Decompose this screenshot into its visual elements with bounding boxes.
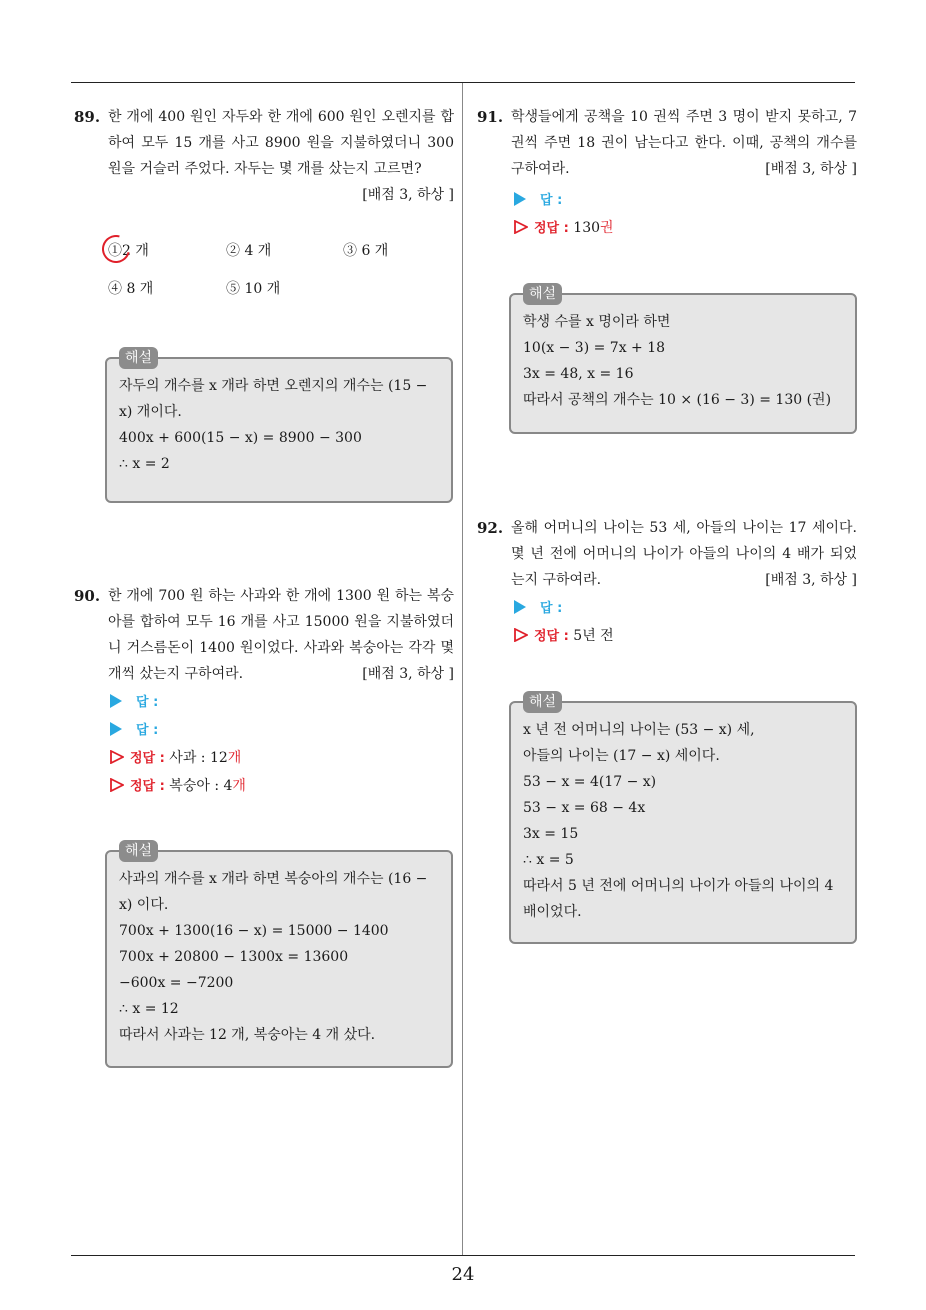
choice-1-marker: ① [108, 243, 122, 259]
correct-label: 정답 : [534, 221, 569, 236]
problem-number: 89. [74, 108, 101, 126]
solution-line: 53 − x = 4(17 − x) [523, 774, 657, 790]
solution-line: ∴ x = 12 [119, 1001, 179, 1017]
answer-label: 답 : [136, 723, 159, 738]
problem-90 [74, 583, 454, 687]
solution-line: 53 − x = 68 − 4x [523, 800, 646, 816]
problem-text: 한 개에 400 원인 자두와 한 개에 600 원인 오렌지를 합하여 모두 15 개를 사고 8900 원을 지불하였더니 300 원을 거슬러 주었다. 자두는 몇 개를 샀는지 고르면? [108, 109, 454, 177]
page-number: 24 [451, 1264, 475, 1285]
correct-answer-92 [514, 622, 614, 651]
choice-1-label: 2 개 [122, 243, 149, 259]
correct-unit: 개 [232, 778, 246, 794]
solution-line: 700x + 20800 − 1300x = 13600 [119, 949, 349, 965]
solution-line: 10(x − 3) = 7x + 18 [523, 340, 666, 356]
choice-1[interactable] [108, 240, 149, 260]
solution-box-92 [509, 694, 857, 944]
solution-line: 3x = 15 [523, 826, 579, 842]
solution-box-90 [105, 843, 453, 1068]
solution-line: 3x = 48, x = 16 [523, 366, 634, 382]
solution-line: 학생 수를 x 명이라 하면 [523, 314, 671, 330]
problem-number: 91. [477, 108, 504, 126]
correct-value: 130 [573, 220, 601, 236]
problem-text: 한 개에 700 원 하는 사과와 한 개에 1300 원 하는 복숭아를 합하여 모두 16 개를 사고 15000 원을 지불하였더니 거스름돈이 1400 원이었다. 사과와 복숭아는 각각 몇 개씩 샀는지 구하여라. [108, 588, 454, 682]
solution-line: 자두의 개수를 x 개라 하면 오렌지의 개수는 (15 − x) 개이다. [119, 378, 428, 420]
solution-line: x 년 전 어머니의 나이는 (53 − x) 세, [523, 722, 755, 738]
problem-text: 학생들에게 공책을 10 권씩 주면 3 명이 받지 못하고, 7 권씩 주면 18 권이 남는다고 한다. 이때, 공책의 개수를 구하여라. [511, 109, 857, 177]
selected-circle-mark [97, 230, 135, 268]
choice-4[interactable]: ④ 8 개 [108, 281, 154, 297]
answer-row-90-1 [110, 688, 158, 717]
choice-2[interactable]: ② 4 개 [226, 243, 272, 259]
solution-line: −600x = −7200 [119, 975, 234, 991]
problem-92 [477, 515, 857, 593]
correct-label: 정답 : [534, 629, 569, 644]
solution-box-91 [509, 286, 857, 434]
solution-line: ∴ x = 5 [523, 852, 574, 868]
correct-label: 정답 : [130, 751, 165, 766]
column-divider [462, 83, 463, 1255]
correct-label: 정답 : [130, 779, 165, 794]
correct-answer-91 [514, 214, 614, 243]
solution-line: 사과의 개수를 x 개라 하면 복숭아의 개수는 (16 − x) 이다. [119, 871, 428, 913]
answer-label: 답 : [540, 601, 563, 616]
solution-line: 아들의 나이는 (17 − x) 세이다. [523, 748, 720, 764]
correct-answer-90-2 [110, 772, 246, 801]
correct-unit: 개 [227, 750, 242, 766]
correct-answer-90-1 [110, 744, 241, 773]
correct-value: 복숭아 : 4 [169, 778, 233, 794]
solution-tag: 해설 [119, 840, 158, 862]
outline-triangle-icon [110, 750, 124, 764]
play-triangle-icon [514, 600, 526, 614]
score: [배점 3, 하상 ] [362, 666, 454, 682]
problem-91 [477, 104, 857, 182]
play-triangle-icon [110, 722, 122, 736]
choice-3[interactable]: ③ 6 개 [343, 243, 389, 259]
problem-number: 90. [74, 587, 101, 605]
play-triangle-icon [110, 694, 122, 708]
correct-value: 5년 전 [573, 628, 614, 644]
correct-unit: 권 [600, 220, 614, 236]
answer-row-90-2 [110, 716, 158, 745]
play-triangle-icon [514, 192, 526, 206]
outline-triangle-icon [514, 628, 528, 642]
score: [배점 3, 하상 ] [362, 187, 454, 203]
answer-label: 답 : [136, 695, 159, 710]
solution-tag: 해설 [523, 283, 562, 305]
solution-line: 따라서 사과는 12 개, 복숭아는 4 개 샀다. [119, 1027, 376, 1043]
solution-box-89 [105, 350, 453, 503]
problem-text: 올해 어머니의 나이는 53 세, 아들의 나이는 17 세이다. 몇 년 전에 어머니의 나이가 아들의 나이의 4 배가 되었는지 구하여라. [511, 520, 857, 588]
problem-number: 92. [477, 519, 504, 537]
answer-label: 답 : [540, 193, 563, 208]
outline-triangle-icon [110, 778, 124, 792]
solution-tag: 해설 [119, 347, 158, 369]
correct-value: 사과 : 12 [169, 750, 228, 766]
solution-line: 400x + 600(15 − x) = 8900 − 300 [119, 430, 362, 446]
answer-row-92 [514, 594, 562, 623]
top-rule [71, 82, 855, 83]
score: [배점 3, 하상 ] [765, 572, 857, 588]
choice-5[interactable]: ⑤ 10 개 [226, 281, 281, 297]
solution-line: ∴ x = 2 [119, 456, 170, 472]
solution-line: 따라서 5 년 전에 어머니의 나이가 아들의 나이의 4 배이었다. [523, 878, 834, 920]
outline-triangle-icon [514, 220, 528, 234]
problem-89 [74, 104, 454, 208]
solution-line: 700x + 1300(16 − x) = 15000 − 1400 [119, 923, 389, 939]
solution-line: 따라서 공책의 개수는 10 × (16 − 3) = 130 (권) [523, 392, 832, 408]
bottom-rule [71, 1255, 855, 1256]
answer-row-91 [514, 186, 562, 215]
solution-tag: 해설 [523, 691, 562, 713]
score: [배점 3, 하상 ] [765, 161, 857, 177]
